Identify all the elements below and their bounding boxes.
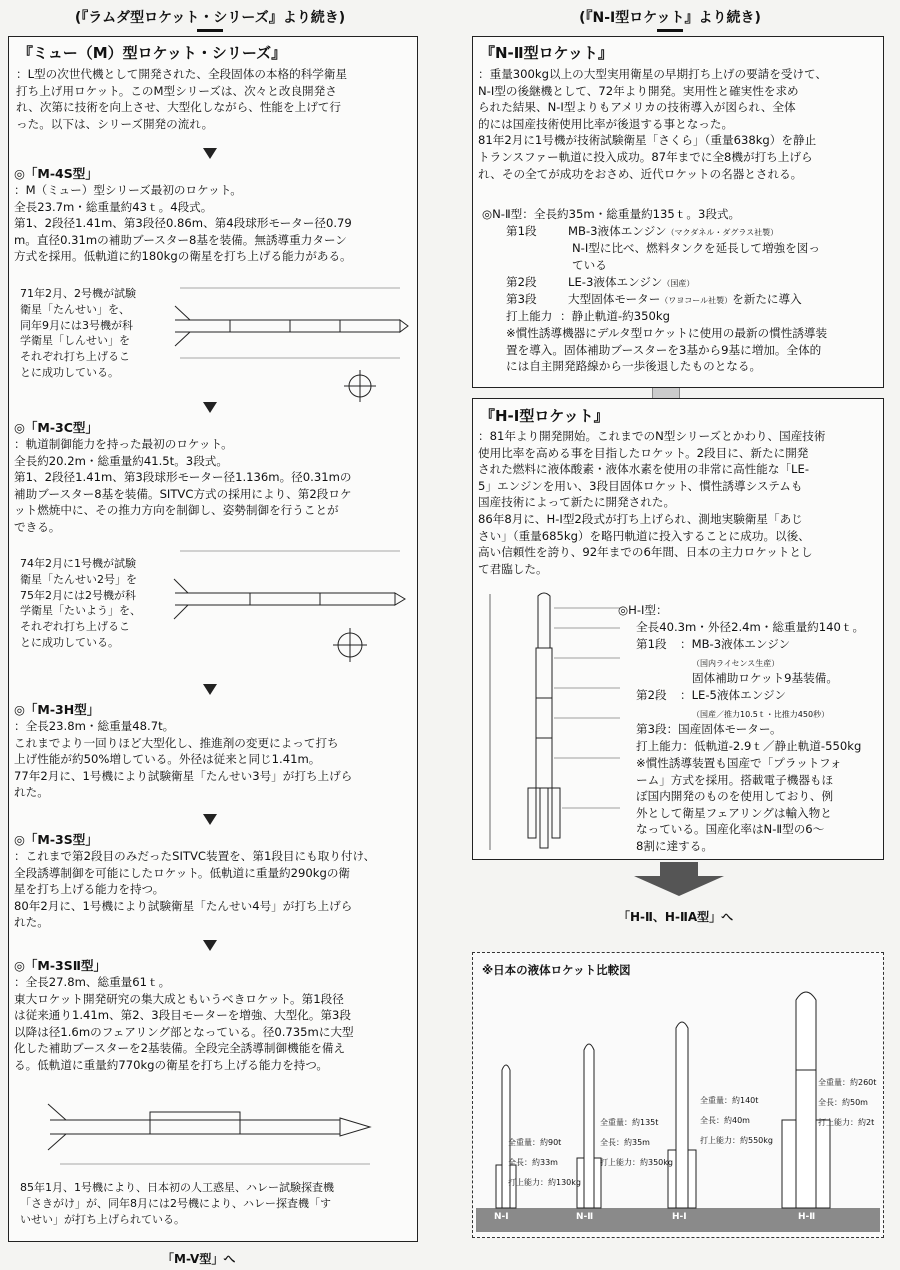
n2-stage2-label: 第2段 bbox=[506, 275, 537, 289]
n2-stage2-engine: LE-3液体エンジン bbox=[568, 275, 663, 289]
m3s-text: ：これまで第2段目のみだったSITVC装置を、第1段目にも取り付け、 全段誘導制御を可能にしたロケット。低軌道に重量約290kgの衛 星を打ち上げる能力を持つ。 80年2月に、1号機により試験衛星「たんせい4号」が打ち上げら れた。 bbox=[14, 849, 376, 930]
comparison-spec-n1 bbox=[508, 1128, 581, 1198]
mu-intro: ：L型の次世代機として開発された、全段固体の本格的科学衛星 打ち上げ用ロケット。このM型シリーズは、次々と改良開発さ れ、次第に技術を向上させ、大型化しながら、性能を上げて行 った。以下は、シリーズ開発の流れ。 bbox=[16, 67, 348, 131]
spec-h2-payload: 打上能力：約2t bbox=[818, 1118, 875, 1127]
flow-arrow-5 bbox=[203, 940, 217, 951]
m3s2-launch-text: 85年1月、1号機により、日本初の人工惑星、ハレー試験探査機 「さきがけ」が、同年8月には2号機により、ハレー探査機「す いせい」が打ち上げられている。 bbox=[20, 1181, 334, 1226]
m3s2-text: ：全長27.8m、総重量61ｔ。 東大ロケット開発研究の集大成ともいうべきロケット。第1段径 は従来通り1.41m、第2、3段目モーターを増強、大型化。第3段 以降は径1.6mのフェアリング部となっている。径0.735mに大型 化した補助ブースターを2基装備。全段完全誘導制御機能を備え る。低軌道に重量約770kgの衛星を打ち上げる能力を持つ。 bbox=[14, 975, 354, 1072]
h1-footer-link[interactable]: 「H-Ⅱ、H-ⅡA型」へ bbox=[618, 910, 734, 924]
flow-arrow-3 bbox=[203, 684, 217, 695]
n2-stage2 bbox=[568, 274, 694, 293]
h1-stage2-label: 第2段 bbox=[636, 688, 667, 702]
h1-rocket-diagram bbox=[484, 588, 624, 854]
h1-stage3: 第3段：国産固体モーター。 bbox=[636, 722, 782, 736]
n2-stage1-label: 第1段 bbox=[506, 224, 537, 238]
panel-connector bbox=[652, 388, 680, 398]
flow-arrow-2 bbox=[203, 402, 217, 413]
mu-series-title: 『ミュー（M）型ロケット・シリーズ』 bbox=[18, 44, 287, 62]
right-column-header bbox=[540, 7, 800, 32]
spec-n1-payload: 打上能力：約130kg bbox=[508, 1178, 581, 1187]
h1-payload: 打上能力：低軌道-2.9ｔ／静止軌道-550kg bbox=[636, 739, 862, 753]
m3c-launch-text: 74年2月に1号機が試験 衛星「たんせい2号」を 75年2月には2号機が科 学衛星「たいよう」を、 それぞれ打ち上げるこ とに成功している。 bbox=[20, 557, 141, 649]
n2-title: 『N-Ⅱ型ロケット』 bbox=[480, 44, 613, 62]
m3c-text: ：軌道制御能力を持った最初のロケット。 全長約20.2m・総重量約41.5t。3段式。 第1、2段径1.41m、第3段球形モーター径1.136m。径0.31mの 補助ブースター8基を装備。SITVC方式の採用により、第2段ロケ ット燃焼中に、その推力方向を制御し、姿勢制御を行うことが できる。 bbox=[14, 437, 352, 534]
spec-n1-length: 全長：約33m bbox=[508, 1158, 558, 1167]
n2-stage1-note: N-Ⅰ型に比べ、燃料タンクを延長して増強を図っ ている bbox=[572, 241, 820, 272]
h1-stage1-maker: （国内ライセンス生産） bbox=[692, 659, 780, 668]
spec-n2-mass: 全重量：約135t bbox=[600, 1118, 659, 1127]
n2-stage3-label: 第3段 bbox=[506, 292, 537, 306]
n2-stage3 bbox=[568, 291, 802, 310]
m3s-heading: ◎「M-3S型」 bbox=[14, 832, 98, 847]
left-header-text: (『ラムダ型ロケット・シリーズ』より続き) bbox=[74, 10, 346, 26]
spec-h2-mass: 全重量：約260t bbox=[818, 1078, 877, 1087]
comparison-label-n2: N-Ⅱ bbox=[576, 1212, 594, 1222]
comparison-label-h1: H-Ⅰ bbox=[672, 1212, 687, 1222]
comparison-spec-h1 bbox=[700, 1086, 773, 1156]
m3c-rocket-diagram bbox=[170, 545, 410, 675]
m4s-heading: ◎「M-4S型」 bbox=[14, 166, 98, 181]
n2-note: ※慣性誘導機器にデルタ型ロケットに使用の最新の慣性誘導装 置を導入。固体補助ブースターを3基から9基に増加。全体的 には自主開発路線から一歩後退したものとなる。 bbox=[506, 326, 828, 374]
n2-stage1-maker: （マクダネル・ダグラス社製） bbox=[666, 228, 779, 237]
spec-n2-length: 全長：約35m bbox=[600, 1138, 650, 1147]
h1-next-arrow bbox=[634, 862, 724, 898]
spec-h1-mass: 全重量：約140t bbox=[700, 1096, 759, 1105]
m3h-text: ：全長23.8m・総重量48.7t。 これまでより一回りほど大型化し、推進剤の変更によって打ち 上げ性能が約50%増している。外径は従来と同じ1.41m。 77年2月に、1号機により試験衛星「たんせい3号」が打ち上げら れた。 bbox=[14, 719, 353, 800]
left-column-header bbox=[60, 7, 360, 32]
m4s-text: ：M（ミュー）型シリーズ最初のロケット。 全長23.7m・総重量約43ｔ。4段式。 第1、2段径1.41m、第3段径0.86m、第4段球形モーター径0.79 m。直径0.31mの補助ブースター8基を装備。無誘導重力ターン 方式を採用。低軌道に約180kgの衛星を打ち上げる能力がある。 bbox=[14, 183, 352, 264]
comparison-spec-h2 bbox=[818, 1068, 876, 1138]
n2-stage3-motor: 大型固体モーター bbox=[568, 292, 661, 306]
n2-stage2-maker: （国産） bbox=[662, 279, 695, 288]
n2-payload: ：静止軌道-約350kg bbox=[560, 309, 670, 323]
spec-n1-mass: 全重量：約90t bbox=[508, 1138, 562, 1147]
n2-spec-heading: ◎N-Ⅱ型：全長約35m・総重量約135ｔ。3段式。 bbox=[482, 207, 741, 221]
n2-payload-label: 打上能力 bbox=[506, 309, 553, 323]
m3c-heading: ◎「M-3C型」 bbox=[14, 420, 98, 435]
spec-n2-payload: 打上能力：約350kg bbox=[600, 1158, 673, 1167]
h1-spec-heading: ◎H-Ⅰ型： bbox=[618, 603, 668, 617]
n2-stage1-engine: MB-3液体エンジン bbox=[568, 224, 667, 238]
spec-h2-length: 全長：約50m bbox=[818, 1098, 868, 1107]
h1-note: ※慣性誘導装置も国産で「プラットフォ ーム」方式を採用。搭載電子機器もほ ぼ国内開発のものを使用しており、例 外として衛星フェアリングは輸入物と なっている。国産化率はN-Ⅱ型の6～ 8割に達する。 bbox=[636, 756, 842, 853]
flow-arrow-4 bbox=[203, 814, 217, 825]
h1-stage1-label: 第1段 bbox=[636, 637, 667, 651]
right-header-text: (『N-Ⅰ型ロケット』より続き) bbox=[579, 10, 761, 26]
n2-stage3-tail: を新たに導入 bbox=[732, 292, 802, 306]
h1-intro: ：81年より開発開始。これまでのN型シリーズとかわり、国産技術 使用比率を高める事を目指したロケット。2段目に、新たに開発 された燃料に液体酸素・液体水素を使用の非常に高性能な「LE- 5」エンジンを用い、3段目固体ロケット、慣性誘導システムも 国産技術によって新たに開発された。 86年8月に、H-Ⅰ型2段式が打ち上げられ、測地実験衛星「あじ さい」（重量685kg）を略円軌道に投入することに成功。以後、 高い信頼性を誇り、92年までの6年間、日本の主力ロケットとし て君臨した。 bbox=[478, 429, 826, 576]
spec-h1-length: 全長：約40m bbox=[700, 1116, 750, 1125]
h1-stage2: ：LE-5液体エンジン bbox=[680, 688, 786, 702]
h1-title: 『H-Ⅰ型ロケット』 bbox=[480, 407, 609, 425]
spec-h1-payload: 打上能力：約550kg bbox=[700, 1136, 773, 1145]
m3s2-heading: ◎「M-3SⅡ型」 bbox=[14, 958, 106, 973]
m4s-rocket-diagram bbox=[170, 280, 410, 410]
comparison-label-n1: N-Ⅰ bbox=[494, 1212, 509, 1222]
h1-spec-line: 全長40.3m・外径2.4m・総重量約140ｔ。 bbox=[636, 620, 865, 634]
n2-intro: ：重量300kg以上の大型実用衛星の早期打ち上げの要請を受けて、 N-Ⅰ型の後継機として、72年より開発。実用性と確実性を求め られた結果、N-Ⅰ型よりもアメリカの技術導入が図られ、全体 的には国産技術使用比率が後退する事となった。 81年2月に1号機が技術試験衛星「さくら」（重量638kg）を静止 トランスファー軌道に投入成功。87年までに全8機が打ち上げら れ、その全てが成功をおさめ、近代ロケットの名器とされる。 bbox=[478, 67, 828, 181]
flow-arrow-1 bbox=[203, 148, 217, 159]
n2-stage1 bbox=[568, 223, 778, 242]
m3s2-rocket-diagram bbox=[40, 1082, 380, 1172]
h1-stage2-maker: （国産／推力10.5ｔ・比推力450秒） bbox=[692, 710, 830, 719]
h1-stage1: ：MB-3液体エンジン bbox=[680, 637, 791, 651]
h1-stage1-b: 固体補助ロケット9基装備。 bbox=[692, 671, 838, 685]
m4s-launch-text: 71年2月、2号機が試験 衛星「たんせい」を、 同年9月には3号機が科 学衛星「しんせい」を それぞれ打ち上げるこ とに成功している。 bbox=[20, 287, 136, 379]
m3h-heading: ◎「M-3H型」 bbox=[14, 702, 100, 717]
n2-stage3-maker: （ワヨコール社製） bbox=[660, 296, 733, 305]
mu-footer-link[interactable]: 「M-V型」へ bbox=[162, 1252, 236, 1266]
comparison-title: ※日本の液体ロケット比較図 bbox=[482, 963, 631, 977]
comparison-spec-n2 bbox=[600, 1108, 673, 1178]
comparison-label-h2: H-Ⅱ bbox=[798, 1212, 816, 1222]
